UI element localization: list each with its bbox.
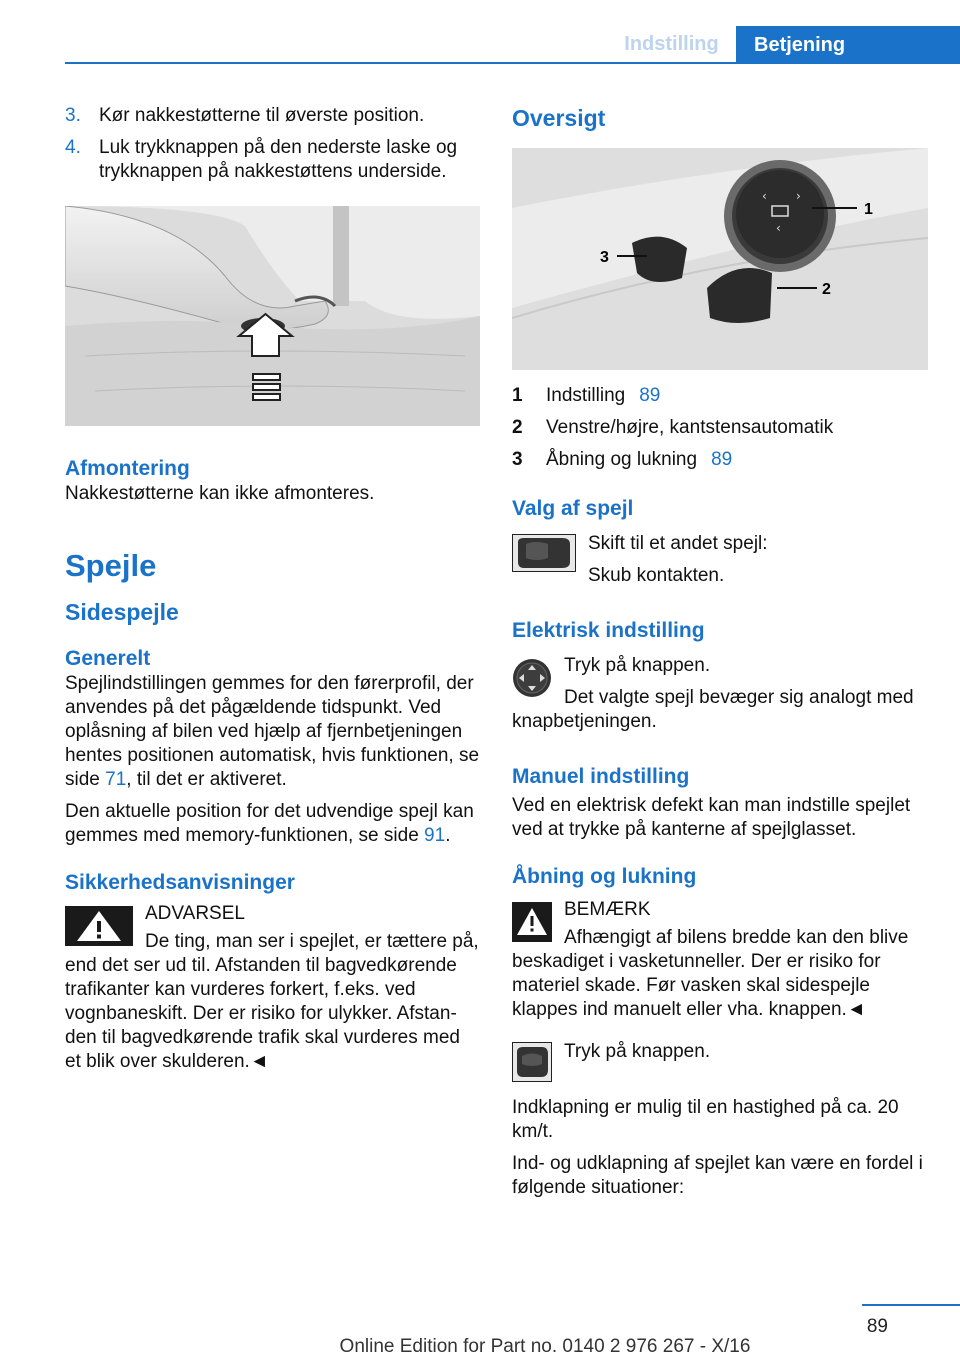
mirror-switch-icon bbox=[512, 534, 576, 572]
page-link-71[interactable]: 71 bbox=[105, 769, 127, 790]
valg-line-1: Skift til et andet spejl: bbox=[588, 533, 768, 554]
sidespejle-heading: Sidespejle bbox=[65, 599, 179, 625]
aabning-heading: Åbning og lukning bbox=[512, 865, 697, 888]
svg-text:‹: ‹ bbox=[776, 221, 781, 235]
note-text: Afhængigt af bilens bredde kan den blive beskadiget i vasketunneller. Der er risiko for materiel skade. Før vasken skal sidespejle klappes ind manuelt eller vha. knappen.◄ bbox=[512, 927, 909, 1020]
legend-number: 3 bbox=[512, 449, 523, 470]
oversigt-heading: Oversigt bbox=[512, 105, 606, 131]
elektrisk-block bbox=[512, 654, 932, 734]
step-number: 4. bbox=[65, 137, 81, 158]
step-text: Luk trykknappen på den nederste laske og trykknappen på nakkestøttens underside. bbox=[99, 137, 458, 182]
legend-label: Venstre/højre, kantstensautomatik bbox=[546, 417, 834, 438]
header-rule bbox=[65, 62, 960, 64]
warning-block bbox=[65, 902, 480, 1074]
generelt-paragraph-2 bbox=[65, 800, 480, 848]
legend-label: Indstilling bbox=[546, 385, 626, 406]
afmontering-heading: Afmontering bbox=[65, 457, 190, 480]
afmontering-text: Nakkestøtterne kan ikke afmonteres. bbox=[65, 483, 375, 504]
elektrisk-line-1: Tryk på knappen. bbox=[564, 655, 711, 676]
warning-triangle-icon bbox=[65, 902, 145, 953]
step-text: Kør nakkestøtterne til øverste position. bbox=[99, 105, 425, 126]
direction-pad-icon bbox=[512, 658, 552, 705]
tryk-row bbox=[512, 1040, 932, 1082]
header-tab-indstilling[interactable]: Indstilling bbox=[624, 32, 719, 55]
legend-item-2 bbox=[512, 416, 932, 440]
warning-title: ADVARSEL bbox=[145, 903, 245, 924]
step-3 bbox=[65, 104, 480, 128]
page-number: 89 bbox=[866, 1316, 888, 1337]
sikkerhed-heading: Sikkerhedsanvisninger bbox=[65, 871, 295, 894]
valg-heading: Valg af spejl bbox=[512, 497, 634, 520]
valg-row bbox=[512, 532, 932, 596]
generelt-heading: Generelt bbox=[65, 647, 151, 670]
legend-number: 1 bbox=[512, 385, 523, 406]
manuel-heading: Manuel indstilling bbox=[512, 765, 690, 788]
callout-1: 1 bbox=[864, 201, 873, 218]
indklap-text: Indklapning er mulig til en hastighed på ca. 20 km/t. bbox=[512, 1097, 899, 1142]
generelt-p2-tail: . bbox=[445, 825, 451, 846]
generelt-p1-text: Spejlindstillingen gemmes for den førerprofil, der anvendes på det pågældende tidspunkt. Ved oplåsning af bilen ved hjælp af fjernbetjeningen hentes positionen automatisk, hvis funktionen, se side bbox=[65, 673, 480, 790]
step-4 bbox=[65, 136, 480, 184]
note-block bbox=[512, 898, 932, 1022]
left-column bbox=[65, 104, 480, 1082]
spejle-heading: Spejle bbox=[65, 548, 157, 583]
mirror-controls-illustration bbox=[512, 148, 928, 370]
valg-line-2: Skub kontakten. bbox=[588, 565, 725, 586]
svg-text:›: › bbox=[796, 189, 801, 203]
indud-text: Ind- og udklapning af spejlet kan være en fordel i følgende situationer: bbox=[512, 1153, 923, 1198]
header-tab-betjening[interactable]: Betjening bbox=[736, 26, 960, 64]
legend-label: Åbning og lukning bbox=[546, 449, 698, 470]
elektrisk-line-2: Det valgte spejl bevæger sig analogt med knapbetjeningen. bbox=[512, 687, 914, 732]
page-link-89[interactable]: 89 bbox=[711, 449, 733, 470]
headrest-illustration bbox=[65, 206, 480, 426]
manuel-text: Ved en elektrisk defekt kan man indstille spejlet ved at trykke på kanterne af spejlglasset. bbox=[512, 795, 911, 840]
fold-button-icon bbox=[512, 1042, 552, 1082]
callout-3: 3 bbox=[600, 249, 609, 266]
legend-number: 2 bbox=[512, 417, 523, 438]
right-column bbox=[512, 104, 932, 1208]
page-link-91[interactable]: 91 bbox=[424, 825, 446, 846]
warning-triangle-icon bbox=[512, 898, 564, 949]
generelt-p1-tail: , til det er aktiveret. bbox=[126, 769, 287, 790]
mirror-controls-photo bbox=[512, 148, 928, 370]
step-number: 3. bbox=[65, 105, 81, 126]
note-title: BEMÆRK bbox=[564, 899, 651, 920]
page-link-89[interactable]: 89 bbox=[639, 385, 661, 406]
callout-2: 2 bbox=[822, 281, 831, 298]
footer-rule bbox=[862, 1304, 960, 1306]
tryk-text: Tryk på knappen. bbox=[564, 1041, 711, 1062]
generelt-p2-text: Den aktuelle position for det udvendige spejl kan gemmes med memory-funktionen, se side bbox=[65, 801, 474, 846]
legend-item-3 bbox=[512, 448, 932, 472]
legend-item-1 bbox=[512, 384, 932, 408]
svg-text:‹: ‹ bbox=[762, 189, 767, 203]
generelt-paragraph-1 bbox=[65, 672, 480, 792]
legend-list bbox=[512, 384, 932, 472]
headrest-photo bbox=[65, 206, 480, 426]
edition-footer: Online Edition for Part no. 0140 2 976 267 - X/16 bbox=[339, 1336, 751, 1357]
elektrisk-heading: Elektrisk indstilling bbox=[512, 619, 705, 642]
warning-text: De ting, man ser i spejlet, er tættere på, end det ser ud til. Afstanden til bagvedkørende trafikanter kan vurderes forkert, f.eks. ved vognbaneskift. Der er risiko for ulykker. Afstanden til bagvedkørende trafik skal vurderes med et blik over skulderen.◄ bbox=[65, 931, 479, 1072]
